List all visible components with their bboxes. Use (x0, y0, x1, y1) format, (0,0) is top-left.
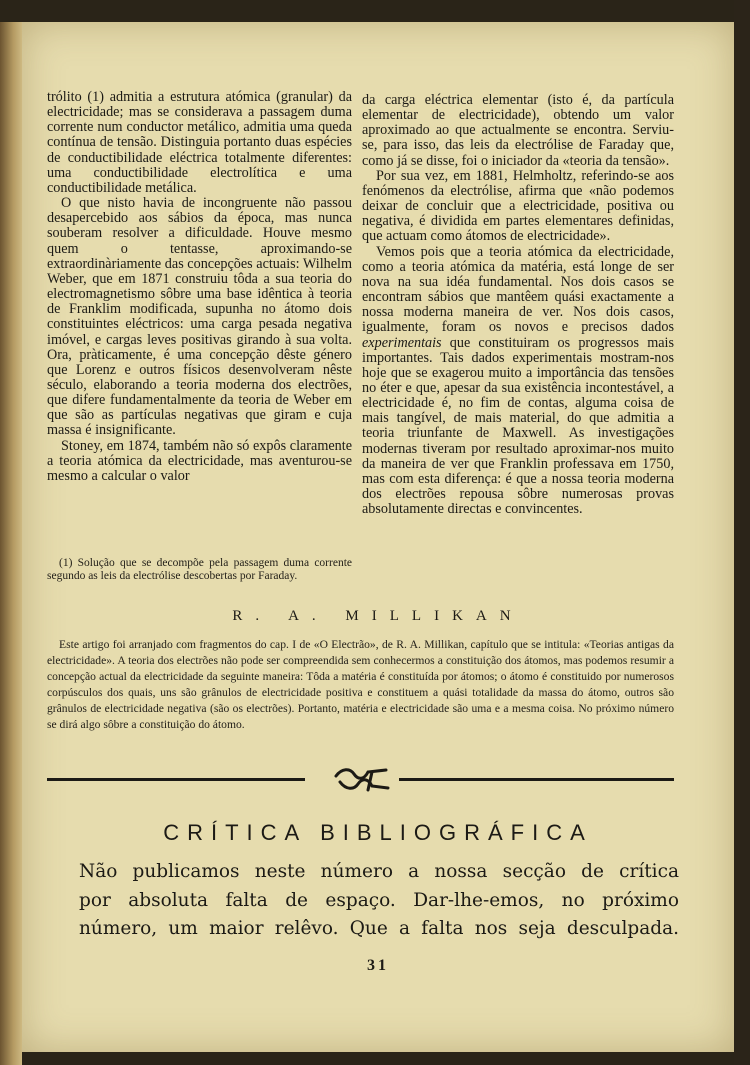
divider-rule-right (399, 778, 674, 781)
page-binding-edge (0, 22, 22, 1065)
section-title: CRÍTICA BIBLIOGRÁFICA (163, 820, 593, 845)
editor-note (47, 637, 674, 733)
left-paragraph-3: Stoney, em 1874, também não só expôs claramente a teoria atómica da electricidade, mas aventurou-se mesmo a calcular o valor (47, 437, 352, 484)
page-number: 31 (367, 957, 389, 974)
left-column (47, 90, 352, 484)
right-column (362, 93, 674, 517)
right-paragraph-2: Por sua vez, em 1881, Helmholtz, referindo-se aos fenómenos da electrólise, afirma que «não podemos deixar de concluir que a electricidade, positiva ou negativa, é dividida em partes elementares definidas, que actuam como átomos de electricidade». (362, 167, 674, 245)
right-paragraph-3-start: Vemos pois que a teoria atómica da electricidade, como a teoria atómica da matéria, está longe de ser nova na sua idéa fundamental. Nos dois casos se encontram sábios que mantêem quási exactamente a nossa moderna maneira de ver. Nos dois casos, igualmente, foram os novos e precisos dados (362, 243, 674, 336)
author-signature: R. A. MILLIKAN (232, 608, 524, 624)
ornament-icon (332, 764, 392, 794)
right-paragraph-1: da carga eléctrica elementar (isto é, da partícula elementar de electricidade), obtendo um valor aproximado ao que actualmente se encontra. Serviu-se, para isso, das leis da electrólise de Faraday que, como já se disse, foi o iniciador da «teoria da tensão». (362, 92, 674, 169)
divider-rule-left (47, 778, 305, 781)
document-page (22, 22, 734, 1052)
right-paragraph-3 (362, 245, 674, 518)
section-line-2: por absoluta falta de espaço. Dar-lhe-emos, no próximo (79, 889, 679, 911)
right-paragraph-3-end: que constituiram os progressos mais importantes. Tais dados experimentais mostram-nos hoje que se exagerou muito a importância das tensões no éter e que, apesar da sua existência incontestável, a electricidade é, no fim de contas, alguma coisa de mais tangível, de mais material, do que admitia a teoria triunfante de Maxwell. As investigações modernas tiveram por resultado aproximar-nos muito da maneira de ver que Franklin professava em 1750, mas com esta diferença: é que a nossa teoria moderna dos electrões repousa sôbre numerosas provas absolutamente directas e convincentes. (362, 334, 674, 518)
left-paragraph-2: O que nisto havia de incongruente não passou desapercebido aos sábios da época, mas nunca souberam resolver a dificuldade. Houve mesmo quem o tentasse, aproximando-se extraordinàriamente das concepções actuais: Wilhelm Weber, que em 1871 construiu tôda a sua teoria do electromagnetismo sôbre uma base idêntica à teoria de Franklim modificada, supunha no átomo dois constituintes eléctricos: uma carga pesada negativa imóvel, e cargas leves positivas girando à sua volta. Ora, pràticamente, é uma concepção dêste género que Lorenz e outros físicos desenvolveram nêste século, elaborando a teoria moderna dos electrões, que difere fundamentalmente da teoria de Weber em que são as partículas negativas que giram e cuja massa é insignificante. (47, 195, 352, 439)
footnote (47, 557, 352, 583)
scan-background-edge (734, 0, 750, 1065)
section-body (79, 858, 679, 944)
editor-note-text: Este artigo foi arranjado com fragmentos do cap. I de «O Electrão», de R. A. Millikan, capítulo que se intitula: «Teorias antigas da electricidade». A teoria dos electrões não pode ser compreendida sem conhecermos a constituição dos átomos, mas podemos resumir a concepção actual da electricidade da seguinte maneira: Tôda a matéria é constituída por átomos; o átomo é constituido por numerosos corpúsculos dos quais, uns são grânulos de electricidade positiva e constituem a quási totalidade da massa do átomo, outros são grânulos de electricidade negativa (são os electrões). Portanto, matéria e electricidade são uma e a mesma coisa. No próximo número se dirá algo sôbre a constituição do átomo. (47, 638, 674, 731)
section-line-1: Não publicamos neste número a nossa secção de crítica (79, 861, 679, 882)
section-divider (47, 764, 674, 794)
italic-term: experimentais (362, 334, 442, 351)
footnote-text: (1) Solução que se decompõe pela passagem duma corrente segundo as leis da electrólise descobertas por Faraday. (47, 557, 352, 582)
section-line-3: número, um maior relêvo. Que a falta nos seja desculpada. (79, 918, 679, 939)
left-paragraph-1: trólito (1) admitia a estrutura atómica (granular) da electricidade; mas se considerava a passagem duma corrente num conductor metálico, admitia uma queda contínua de tensão. Distinguia portanto duas espécies de conductibilidade eléctrica totalmente diferentes: uma conductibilidade electrolítica e uma conductibilidade metálica. (47, 89, 352, 196)
